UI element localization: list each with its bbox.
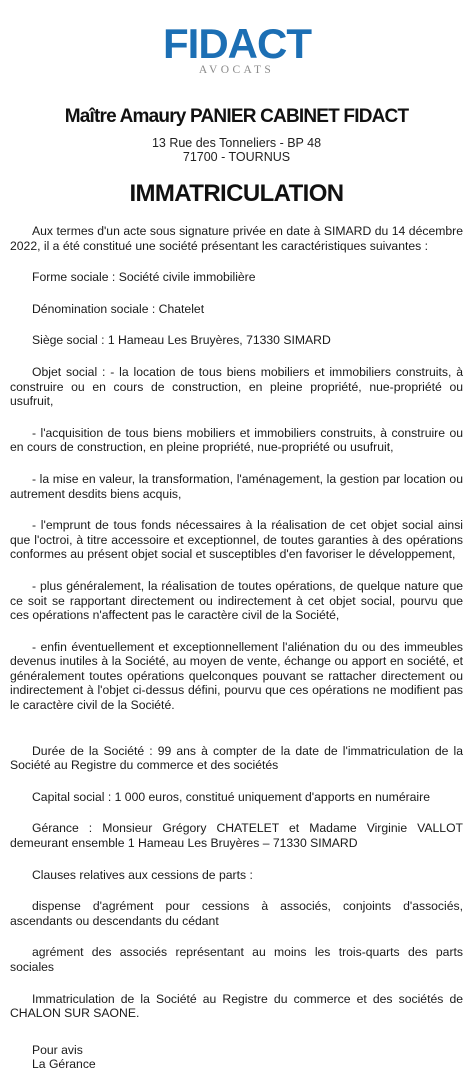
paragraph-gerance: Gérance : Monsieur Grégory CHATELET et Madame Virginie VALLOT demeurant ensemble 1 Hameau Les Bruyères – 71330 SIMARD: [10, 821, 463, 851]
paragraph-dispense: dispense d'agrément pour cessions à associés, conjoints d'associés, ascendants ou descendants du cédant: [10, 899, 463, 928]
signature-line-1: Pour avis: [32, 1042, 83, 1057]
fidact-wordmark-icon: [147, 22, 327, 62]
paragraph-objet-2: - l'acquisition de tous biens mobiliers et immobiliers construits, à construire ou en cours de construction, en pleine propriété, nue-propriété ou usufruit,: [10, 425, 463, 455]
cabinet-name: Maître Amaury PANIER CABINET FIDACT: [64, 106, 409, 127]
notice-title: IMMATRICULATION: [129, 180, 344, 207]
paragraph-forme: Forme sociale : Société civile immobilière: [32, 270, 256, 285]
notice-body: [10, 224, 463, 1072]
fidact-logo: [0, 22, 473, 76]
paragraph-duree: Durée de la Société : 99 ans à compter de la date de l'immatriculation de la Société au Registre du commerce et des sociétés: [10, 743, 463, 773]
paragraph-agrement: agrément des associés représentant au moins les trois-quarts des parts sociales: [10, 945, 463, 974]
paragraph-objet-5: - plus généralement, la réalisation de toutes opérations, de quelque nature que ce soit se rapportant directement ou indirectement à cet objet social, pourvu que ces opérations n'affectent pas le caractère civil de la Société,: [10, 578, 463, 623]
paragraph-objet-1: Objet social : - la location de tous biens mobiliers et immobiliers construits, à construire ou en cours de construction, en pleine propriété, nue-propriété ou usufruit,: [10, 364, 463, 409]
signature-line-2: La Gérance: [32, 1057, 96, 1072]
paragraph-objet-6: - enfin éventuellement et exceptionnellement l'aliénation du ou des immeubles devenus inutiles à la Société, au moyen de vente, échange ou apport en société, et généralement toutes opérations quelconques pouvant se rattacher directement ou indirectement à l'objet ci-dessus défini, pourvu que ces opérations ne modifient pas le caractère civil de la Société.: [10, 639, 463, 713]
paragraph-immatriculation: Immatriculation de la Société au Registre du commerce et des sociétés de CHALON SUR SAONE.: [10, 991, 463, 1021]
paragraph-objet-4: - l'emprunt de tous fonds nécessaires à la réalisation de cet objet social ainsi que l'octroi, à titre accessoire et exceptionnel, de toutes garanties à des opérations conformes au présent objet social et susceptibles d'en favoriser le développement,: [10, 518, 463, 562]
logo-subtitle: AVOCATS: [198, 64, 275, 76]
paragraph-objet-3: - la mise en valeur, la transformation, l'aménagement, la gestion par location ou autrement desdits biens acquis,: [10, 471, 463, 501]
paragraph-siege: Siège social : 1 Hameau Les Bruyères, 71330 SIMARD: [32, 333, 331, 348]
address-line-2: 71700 - TOURNUS: [182, 150, 291, 164]
logo-brand-text: FIDACT: [162, 22, 311, 62]
paragraph-denomination: Dénomination sociale : Chatelet: [32, 301, 205, 316]
address-line-1: 13 Rue des Tonneliers - BP 48: [151, 136, 322, 150]
signature-block: [10, 1043, 463, 1072]
paragraph-intro: Aux termes d'un acte sous signature privée en date à SIMARD du 14 décembre 2022, il a été constitué une société présentant les caractéristiques suivantes :: [10, 224, 463, 253]
paragraph-capital: Capital social : 1 000 euros, constitué uniquement d'apports en numéraire: [32, 789, 430, 804]
paragraph-clauses: Clauses relatives aux cessions de parts :: [32, 867, 253, 882]
